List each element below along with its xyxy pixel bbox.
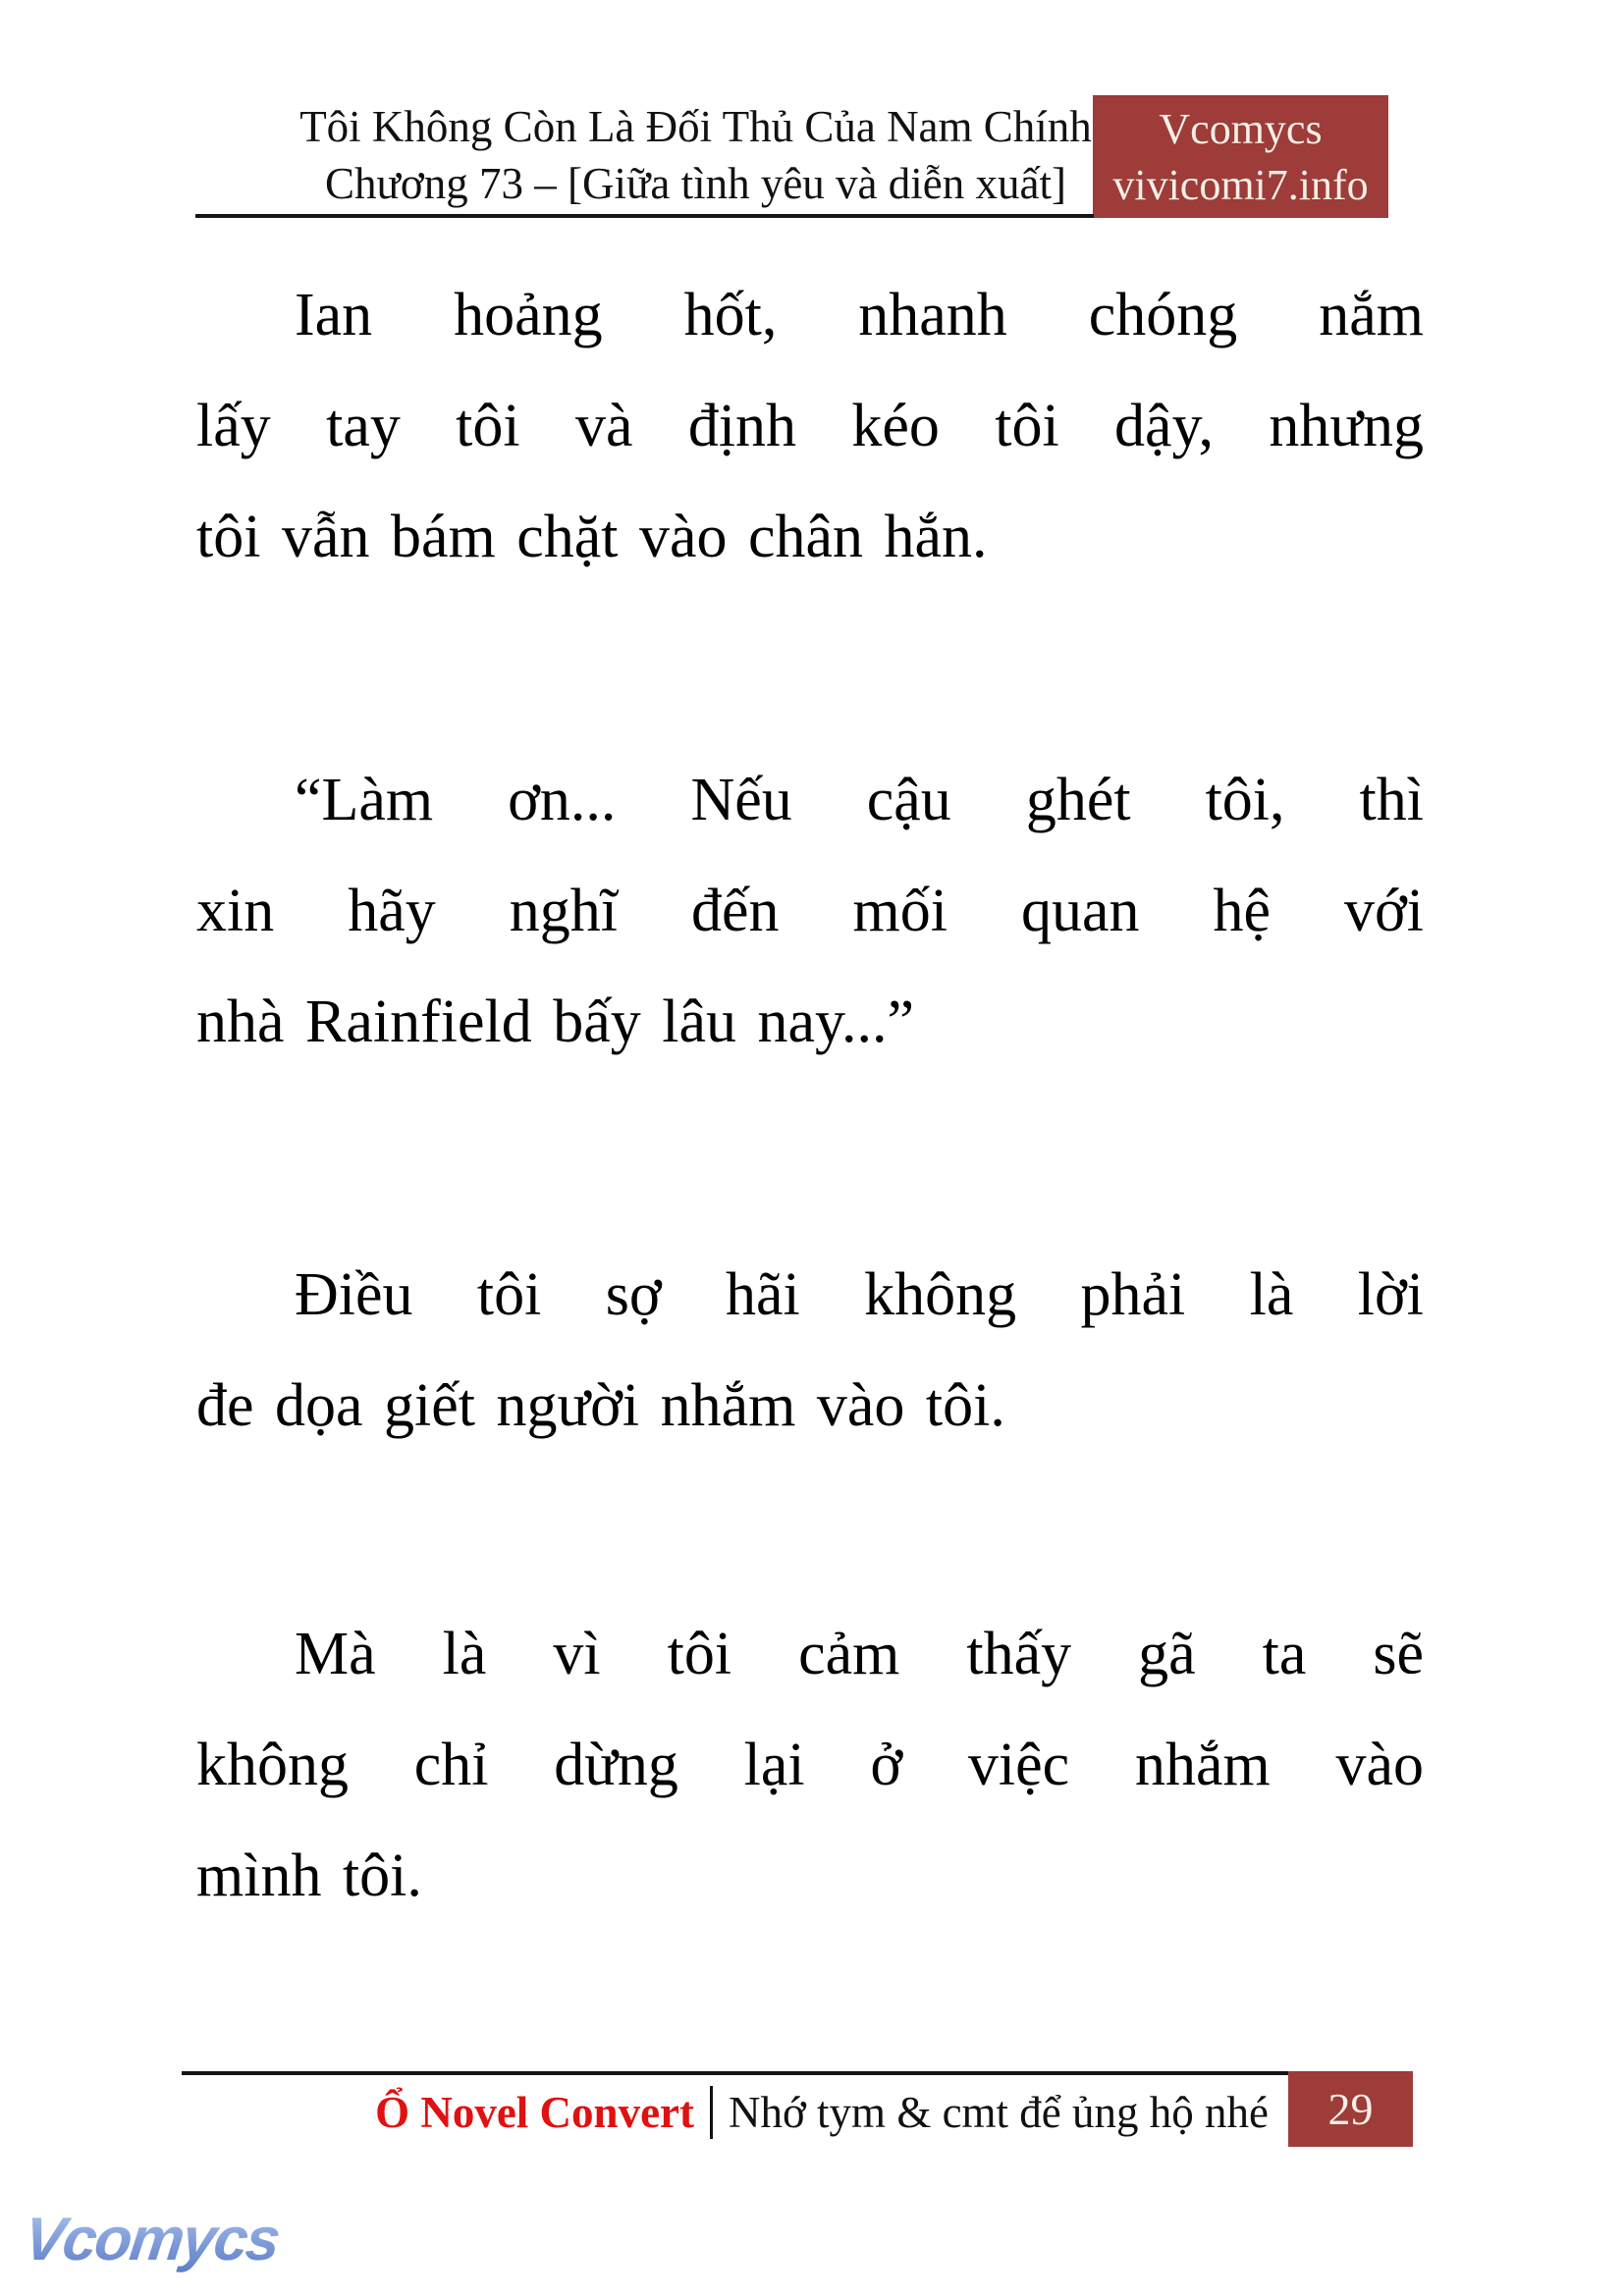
paragraph-line: Mà là vì tôi cảm thấy gã ta sẽ [295, 1621, 1424, 1687]
paragraph-line: lấy tay tôi và định kéo tôi dậy, nhưng [196, 393, 1424, 459]
paragraph-line: nhà Rainfield bấy lâu nay...” [196, 988, 915, 1055]
site-badge-name: Vcomycs [1159, 104, 1323, 153]
paragraph-line: Ian hoảng hốt, nhanh chóng nắm [295, 282, 1424, 348]
paragraph-line: “Làm ơn... Nếu cậu ghét tôi, thì [295, 767, 1424, 833]
page-footer [375, 2077, 1269, 2148]
story-paragraph [196, 1240, 1424, 1462]
footer-credit: Ổ Novel Convert [375, 2088, 695, 2137]
story-paragraph [196, 1599, 1424, 1932]
vcomycs-watermark-logo: Vcomycs [20, 2206, 283, 2273]
story-body [196, 218, 1424, 2084]
site-badge-url: vivicomi7.info [1112, 160, 1369, 209]
footer-note: Nhớ tym & cmt để ủng hộ nhé [729, 2088, 1269, 2137]
paragraph-line: tôi vẫn bám chặt vào chân hắn. [196, 504, 988, 570]
paragraph-line: đe dọa giết người nhắm vào tôi. [196, 1372, 1005, 1439]
story-paragraph [196, 745, 1424, 1078]
page-header [195, 93, 1093, 216]
book-title: Tôi Không Còn Là Đối Thủ Của Nam Chính [299, 101, 1092, 151]
paragraph-line: mình tôi. [196, 1842, 422, 1909]
page-number: 29 [1327, 2084, 1374, 2134]
site-badge [1093, 95, 1388, 218]
paragraph-line: xin hãy nghĩ đến mối quan hệ với [196, 878, 1424, 944]
page-number-badge [1288, 2071, 1413, 2147]
footer-separator [710, 2086, 713, 2139]
chapter-subtitle: Chương 73 – [Giữa tình yêu và diễn xuất] [325, 158, 1066, 208]
paragraph-line: không chỉ dừng lại ở việc nhắm vào [196, 1732, 1424, 1798]
paragraph-line: Điều tôi sợ hãi không phải là lời [295, 1261, 1424, 1328]
story-paragraph [196, 260, 1424, 593]
footer-rule [182, 2071, 1288, 2075]
